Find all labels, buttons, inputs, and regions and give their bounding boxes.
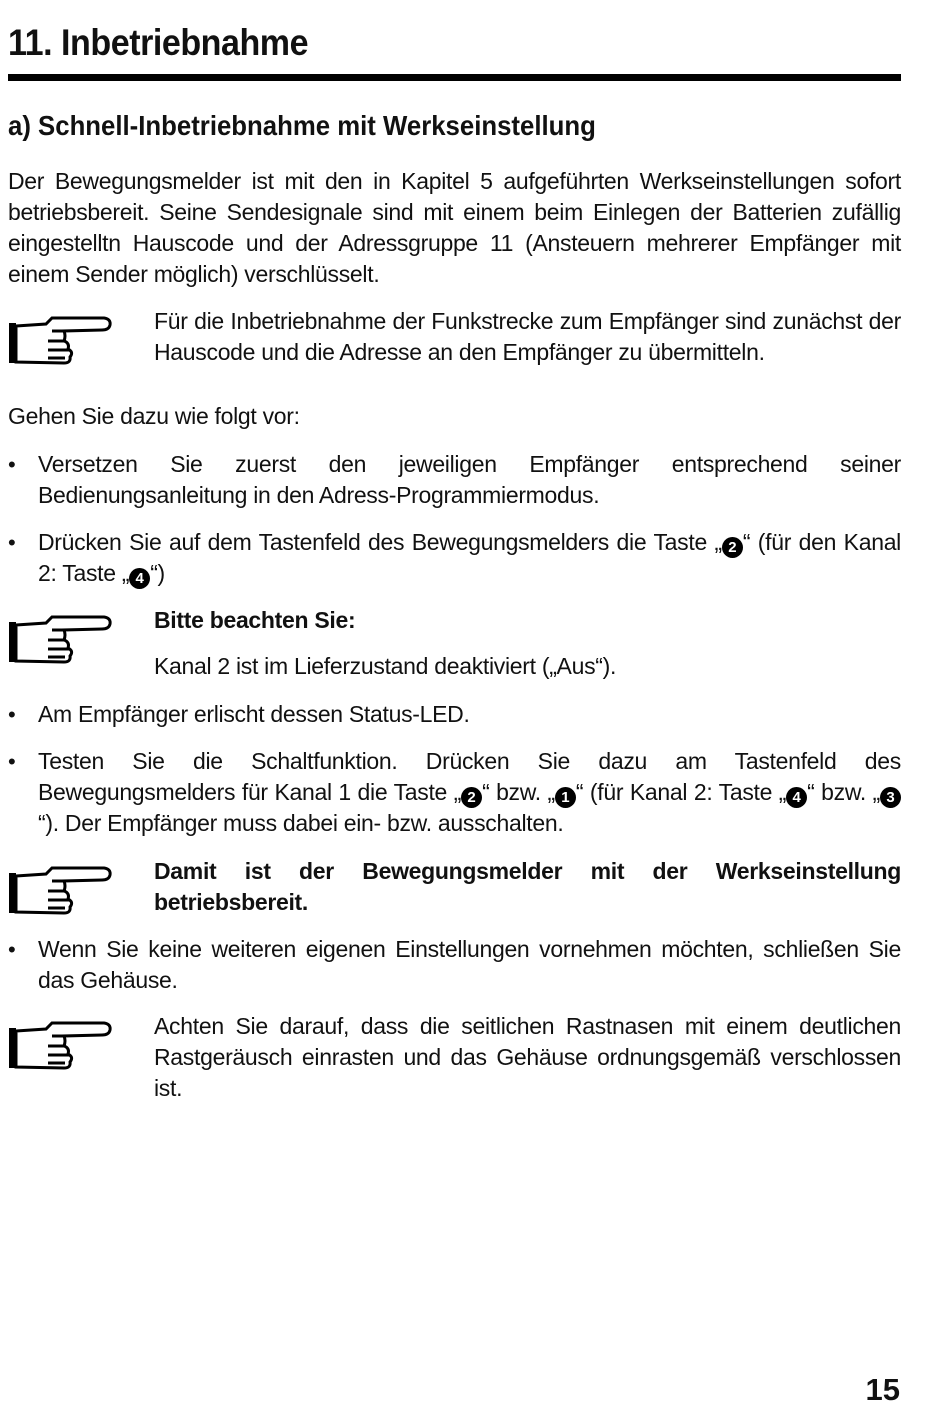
- lead-paragraph: Gehen Sie dazu wie folgt vor:: [8, 403, 300, 429]
- text-run: “ bzw. „: [482, 779, 555, 805]
- bullet-marker: •: [8, 937, 16, 962]
- list-item-text: Wenn Sie keine weiteren eigenen Einstellungen vornehmen möchten, schließen Sie das Gehäuse.: [38, 936, 901, 993]
- key-2-badge: 2: [722, 537, 743, 558]
- text-run: “ (für den Kanal 2: Taste „: [38, 529, 901, 586]
- key-3-badge: 3: [880, 787, 901, 808]
- note-2-text: Kanal 2 ist im Lieferzustand deaktiviert („Aus“).: [154, 653, 617, 679]
- key-1-badge: 1: [555, 787, 576, 808]
- list-item-text: [38, 527, 901, 589]
- list-item-text: [38, 746, 901, 839]
- list-item-text: Am Empfänger erlischt dessen Status-LED.: [38, 701, 470, 727]
- pointing-hand-icon: [8, 1015, 112, 1071]
- text-run: “): [150, 560, 165, 586]
- note-2-title: Bitte beachten Sie:: [154, 607, 356, 633]
- text-run: “ (für Kanal 2: Taste „: [575, 779, 787, 805]
- text-run: “). Der Empfänger muss dabei ein- bzw. ausschalten.: [38, 810, 564, 836]
- note-3-text: Damit ist der Bewegungsmelder mit der Werkseinstellung betriebsbereit.: [154, 858, 901, 915]
- key-2-badge: 2: [461, 787, 482, 808]
- pointing-hand-icon: [8, 860, 112, 916]
- text-run: Testen Sie die Schaltfunktion. Drücken Sie dazu am Tastenfeld des Bewegungsmelders für Kanal 1 die Taste „: [38, 748, 901, 805]
- key-4-badge: 4: [129, 568, 150, 589]
- key-4-badge: 4: [786, 787, 807, 808]
- note-1-text: Für die Inbetriebnahme der Funkstrecke zum Empfänger sind zunächst der Hauscode und die Adresse an den Empfänger zu übermitteln.: [154, 308, 901, 365]
- list-item-text: Versetzen Sie zuerst den jeweiligen Empfänger entsprechend seiner Bedienungsanleitung in den Adress-Programmiermodus.: [38, 451, 901, 508]
- bullet-marker: •: [8, 452, 16, 477]
- text-run: “ bzw. „: [807, 779, 880, 805]
- section-title: a) Schnell-Inbetriebnahme mit Werkseinstellung: [8, 110, 596, 141]
- pointing-hand-icon: [8, 310, 112, 366]
- intro-paragraph: Der Bewegungsmelder ist mit den in Kapitel 5 aufgeführten Werkseinstellungen sofort betriebsbereit. Seine Sendesignale sind mit einem beim Einlegen der Batterien zufällig eingestelltn Hauscode und der Adressgruppe 11 (Ansteuern mehrerer Empfänger mit einem Sender möglich) verschlüsselt.: [8, 168, 901, 287]
- chapter-heading: 11. Inbetriebnahme: [8, 22, 309, 63]
- text-run: Drücken Sie auf dem Tastenfeld des Bewegungsmelders die Taste „: [38, 529, 722, 555]
- heading-rule: [8, 74, 901, 81]
- pointing-hand-icon: [8, 609, 112, 665]
- page-number: 15: [865, 1372, 900, 1407]
- bullet-marker: •: [8, 749, 16, 774]
- bullet-marker: •: [8, 702, 16, 727]
- bullet-marker: •: [8, 530, 16, 555]
- note-4-text: Achten Sie darauf, dass die seitlichen Rastnasen mit einem deutlichen Rastgeräusch einrasten und das Gehäuse ordnungsgemäß verschlossen ist.: [154, 1013, 901, 1101]
